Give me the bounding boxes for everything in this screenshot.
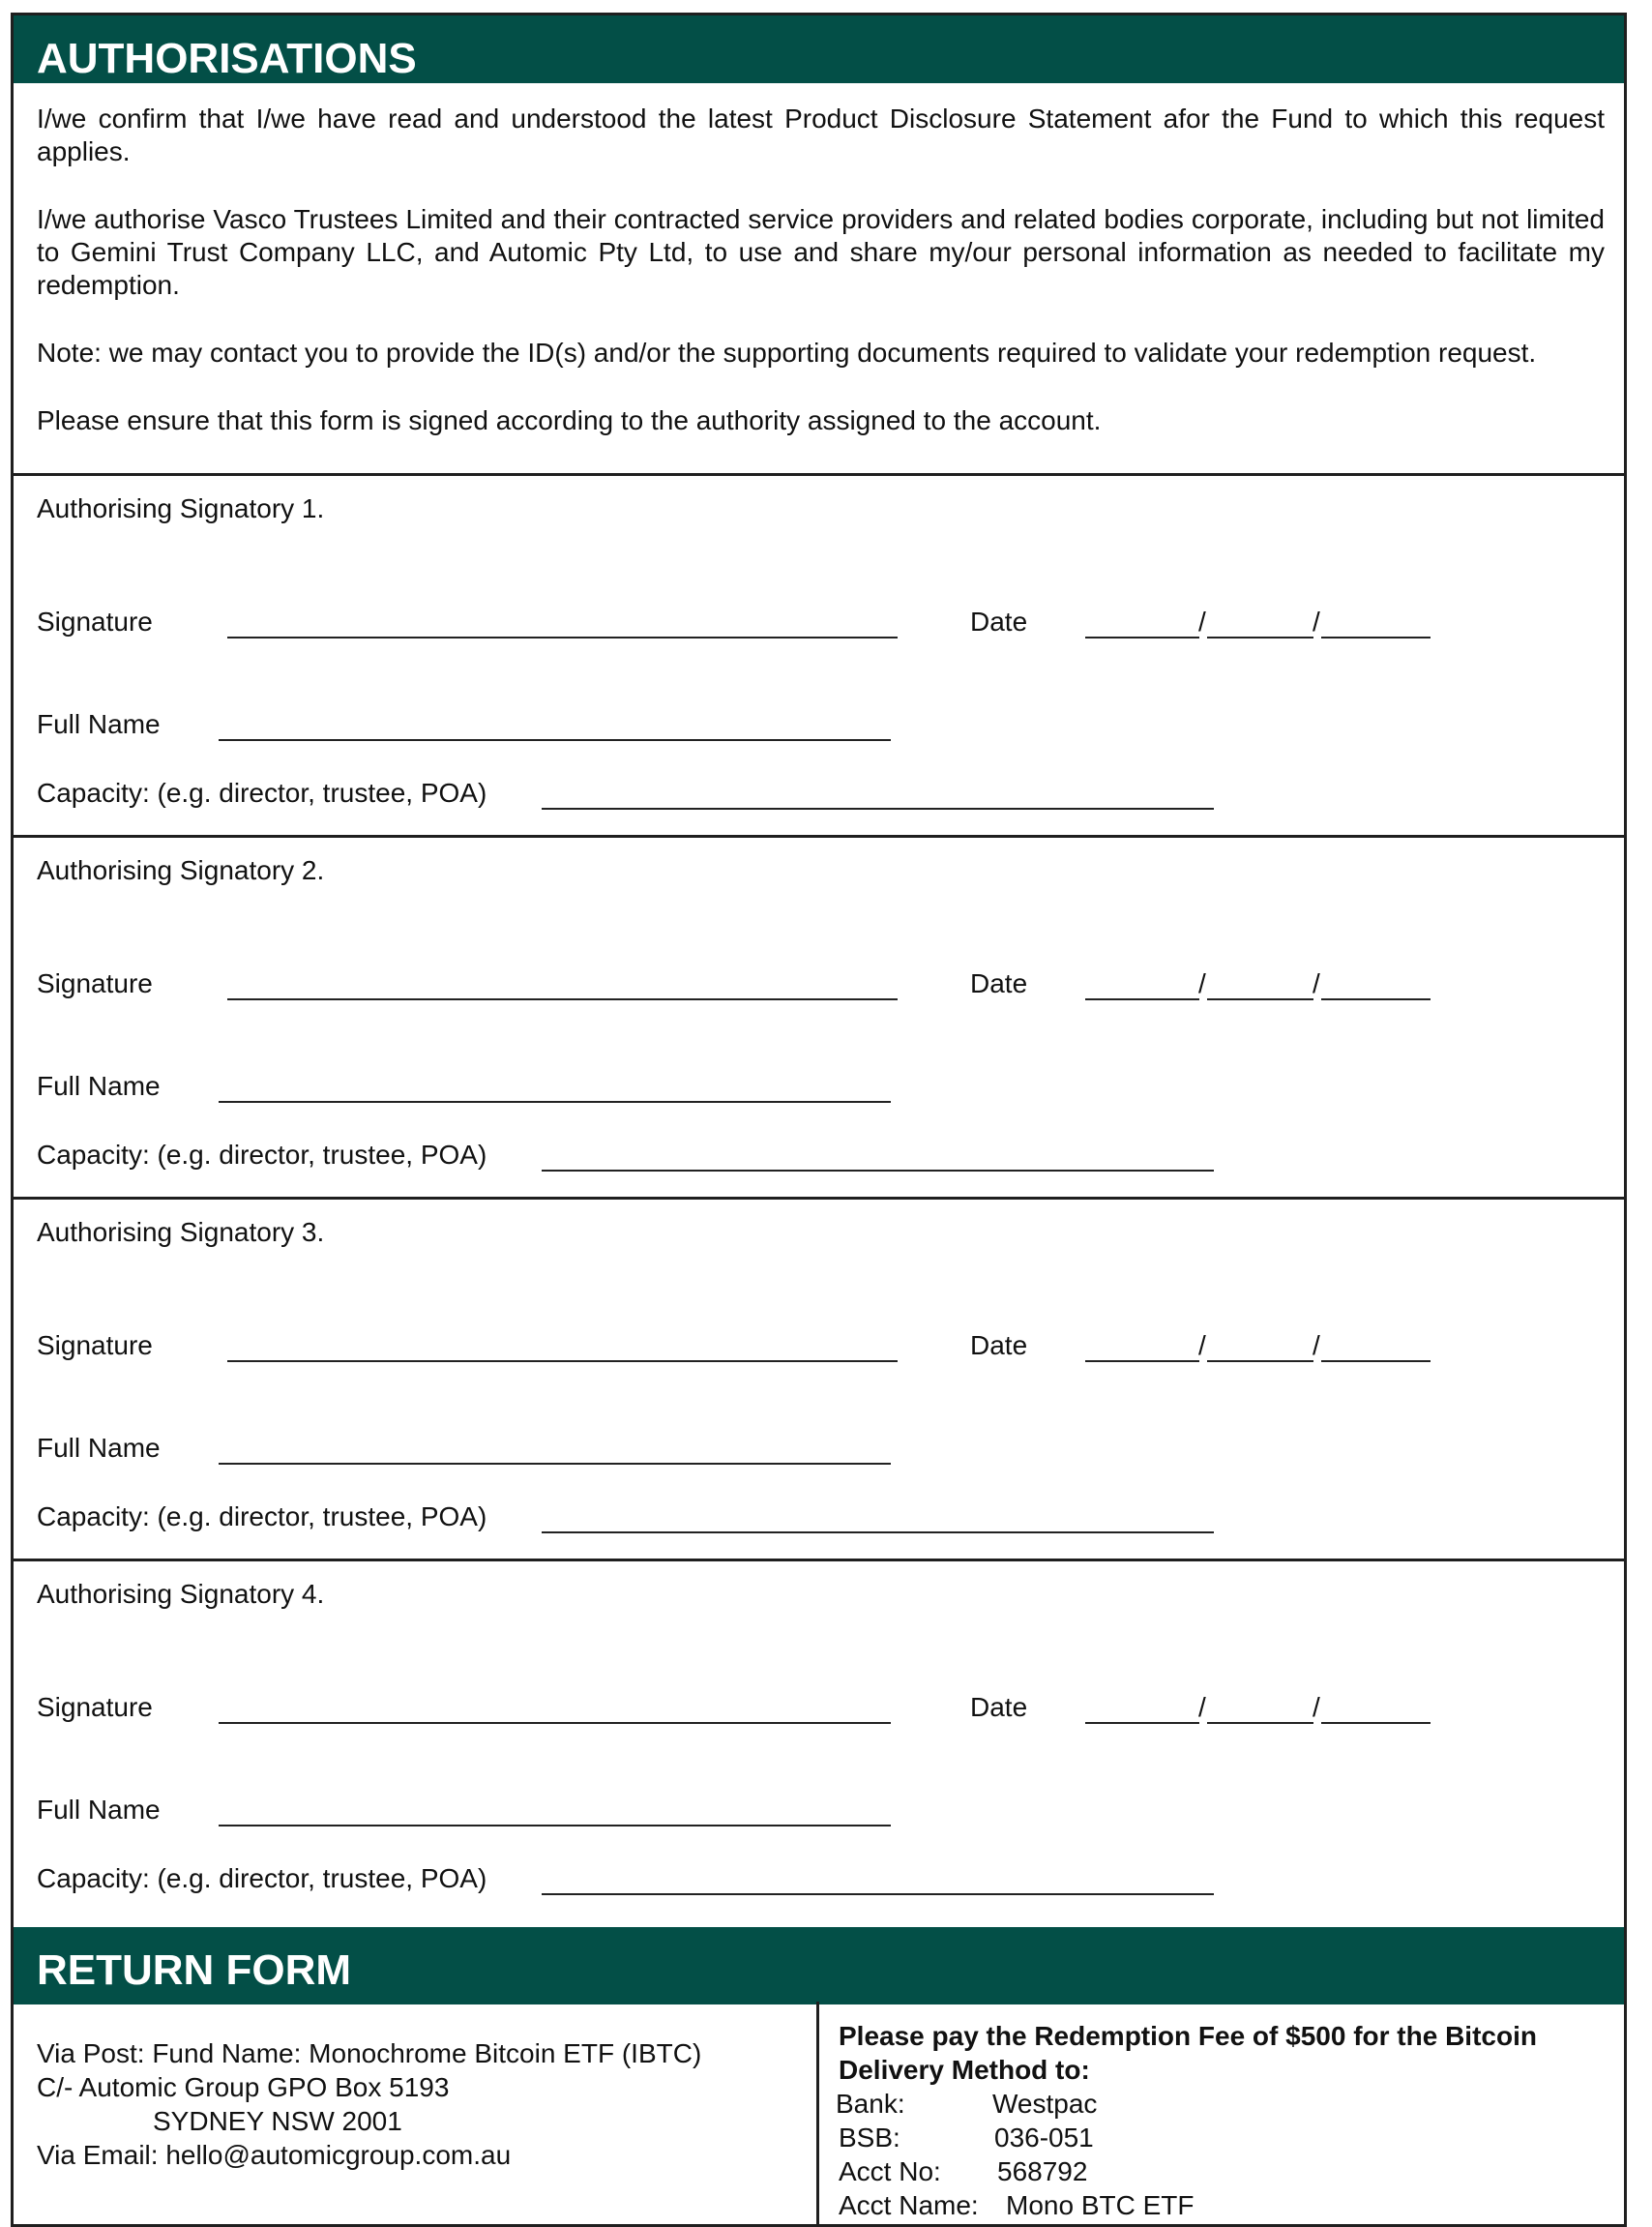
full-name-line[interactable] (219, 739, 891, 741)
postal-details (37, 2036, 701, 2172)
signatory-title: Authorising Signatory 3. (37, 1217, 325, 1247)
date-separator: / (1313, 1692, 1320, 1722)
capacity-line[interactable] (542, 808, 1214, 810)
signature-label: Signature (37, 1692, 153, 1722)
capacity-line[interactable] (542, 1531, 1214, 1533)
date-day-line[interactable] (1085, 1722, 1199, 1724)
signature-line[interactable] (227, 1360, 898, 1362)
confirm-paragraph: I/we confirm that I/we have read and understood the latest Product Disclosure Statement afor the Fund to which this request applies. (37, 104, 1605, 166)
date-year-line[interactable] (1321, 1722, 1431, 1724)
signatory-block-4 (14, 1561, 1624, 1921)
capacity-label: Capacity: (e.g. director, trustee, POA) (37, 1140, 487, 1170)
section-header-authorisations: AUTHORISATIONS (14, 15, 1624, 83)
date-month-line[interactable] (1207, 998, 1313, 1000)
full-name-label: Full Name (37, 1433, 161, 1463)
acct-name-row (839, 2188, 1612, 2222)
signatory-block-1 (14, 476, 1624, 836)
bsb-label: BSB: (839, 2123, 900, 2153)
date-separator: / (1198, 1692, 1206, 1722)
signatory-block-2 (14, 838, 1624, 1198)
date-year-line[interactable] (1321, 1360, 1431, 1362)
date-separator: / (1198, 607, 1206, 637)
fee-heading: Please pay the Redemption Fee of $500 for the Bitcoin Delivery Method to: (839, 2021, 1537, 2085)
post-city-line: SYDNEY NSW 2001 (153, 2106, 402, 2136)
signature-label: Signature (37, 1330, 153, 1360)
date-day-line[interactable] (1085, 1360, 1199, 1362)
signature-line[interactable] (219, 1722, 891, 1724)
date-month-line[interactable] (1207, 1722, 1313, 1724)
date-label: Date (970, 1330, 1028, 1360)
full-name-line[interactable] (219, 1463, 891, 1465)
section-header-return-form: RETURN FORM (14, 1927, 1624, 2004)
date-separator: / (1198, 968, 1206, 998)
full-name-line[interactable] (219, 1101, 891, 1103)
bank-label: Bank: (836, 2089, 905, 2119)
bsb-row (839, 2121, 1612, 2154)
signatory-title: Authorising Signatory 1. (37, 493, 325, 523)
date-year-line[interactable] (1321, 637, 1431, 638)
date-month-line[interactable] (1207, 1360, 1313, 1362)
post-address-line: C/- Automic Group GPO Box 5193 (37, 2072, 450, 2102)
signatory-title: Authorising Signatory 2. (37, 855, 325, 885)
capacity-label: Capacity: (e.g. director, trustee, POA) (37, 778, 487, 808)
signature-label: Signature (37, 607, 153, 637)
date-day-line[interactable] (1085, 998, 1199, 1000)
date-separator: / (1313, 1330, 1320, 1360)
full-name-label: Full Name (37, 709, 161, 739)
acct-name-value: Mono BTC ETF (1006, 2190, 1195, 2220)
signatory-title: Authorising Signatory 4. (37, 1579, 325, 1609)
acct-name-label: Acct Name: (839, 2190, 979, 2220)
capacity-line[interactable] (542, 1893, 1214, 1895)
full-name-label: Full Name (37, 1071, 161, 1101)
signature-label: Signature (37, 968, 153, 998)
capacity-label: Capacity: (e.g. director, trustee, POA) (37, 1501, 487, 1531)
bank-value: Westpac (992, 2089, 1098, 2119)
authorisation-form (11, 13, 1627, 2227)
return-form-details (14, 2002, 1624, 2224)
signature-line[interactable] (227, 998, 898, 1000)
date-month-line[interactable] (1207, 637, 1313, 638)
acct-no-value: 568792 (997, 2156, 1088, 2186)
capacity-label: Capacity: (e.g. director, trustee, POA) (37, 1863, 487, 1893)
bsb-value: 036-051 (994, 2123, 1094, 2153)
date-separator: / (1313, 607, 1320, 637)
authorise-paragraph: I/we authorise Vasco Trustees Limited and their contracted service providers and related bodies corporate, including but not limited to Gemini Trust Company LLC, and Automic Pty Ltd, to use and share my/our personal information as needed to facilitate my redemption. (37, 204, 1605, 300)
date-separator: / (1313, 968, 1320, 998)
post-fund-name: Via Post: Fund Name: Monochrome Bitcoin ETF (IBTC) (37, 2038, 702, 2068)
ensure-paragraph: Please ensure that this form is signed according to the authority assigned to the account. (37, 405, 1102, 435)
column-divider (816, 2002, 819, 2224)
email-line: Via Email: hello@automicgroup.com.au (37, 2140, 512, 2170)
full-name-label: Full Name (37, 1795, 161, 1825)
date-year-line[interactable] (1321, 998, 1431, 1000)
date-separator: / (1198, 1330, 1206, 1360)
date-day-line[interactable] (1085, 637, 1199, 638)
bank-row (836, 2087, 1612, 2121)
acct-no-row (839, 2154, 1612, 2188)
date-label: Date (970, 607, 1028, 637)
date-label: Date (970, 968, 1028, 998)
full-name-line[interactable] (219, 1825, 891, 1826)
note-paragraph: Note: we may contact you to provide the ID(s) and/or the supporting documents required to validate your redemption request. (37, 338, 1537, 368)
signatory-block-3 (14, 1200, 1624, 1559)
signature-line[interactable] (227, 637, 898, 638)
date-label: Date (970, 1692, 1028, 1722)
fee-payment-details (836, 2019, 1612, 2222)
acct-no-label: Acct No: (839, 2156, 941, 2186)
authorisations-text (37, 103, 1605, 472)
capacity-line[interactable] (542, 1170, 1214, 1172)
